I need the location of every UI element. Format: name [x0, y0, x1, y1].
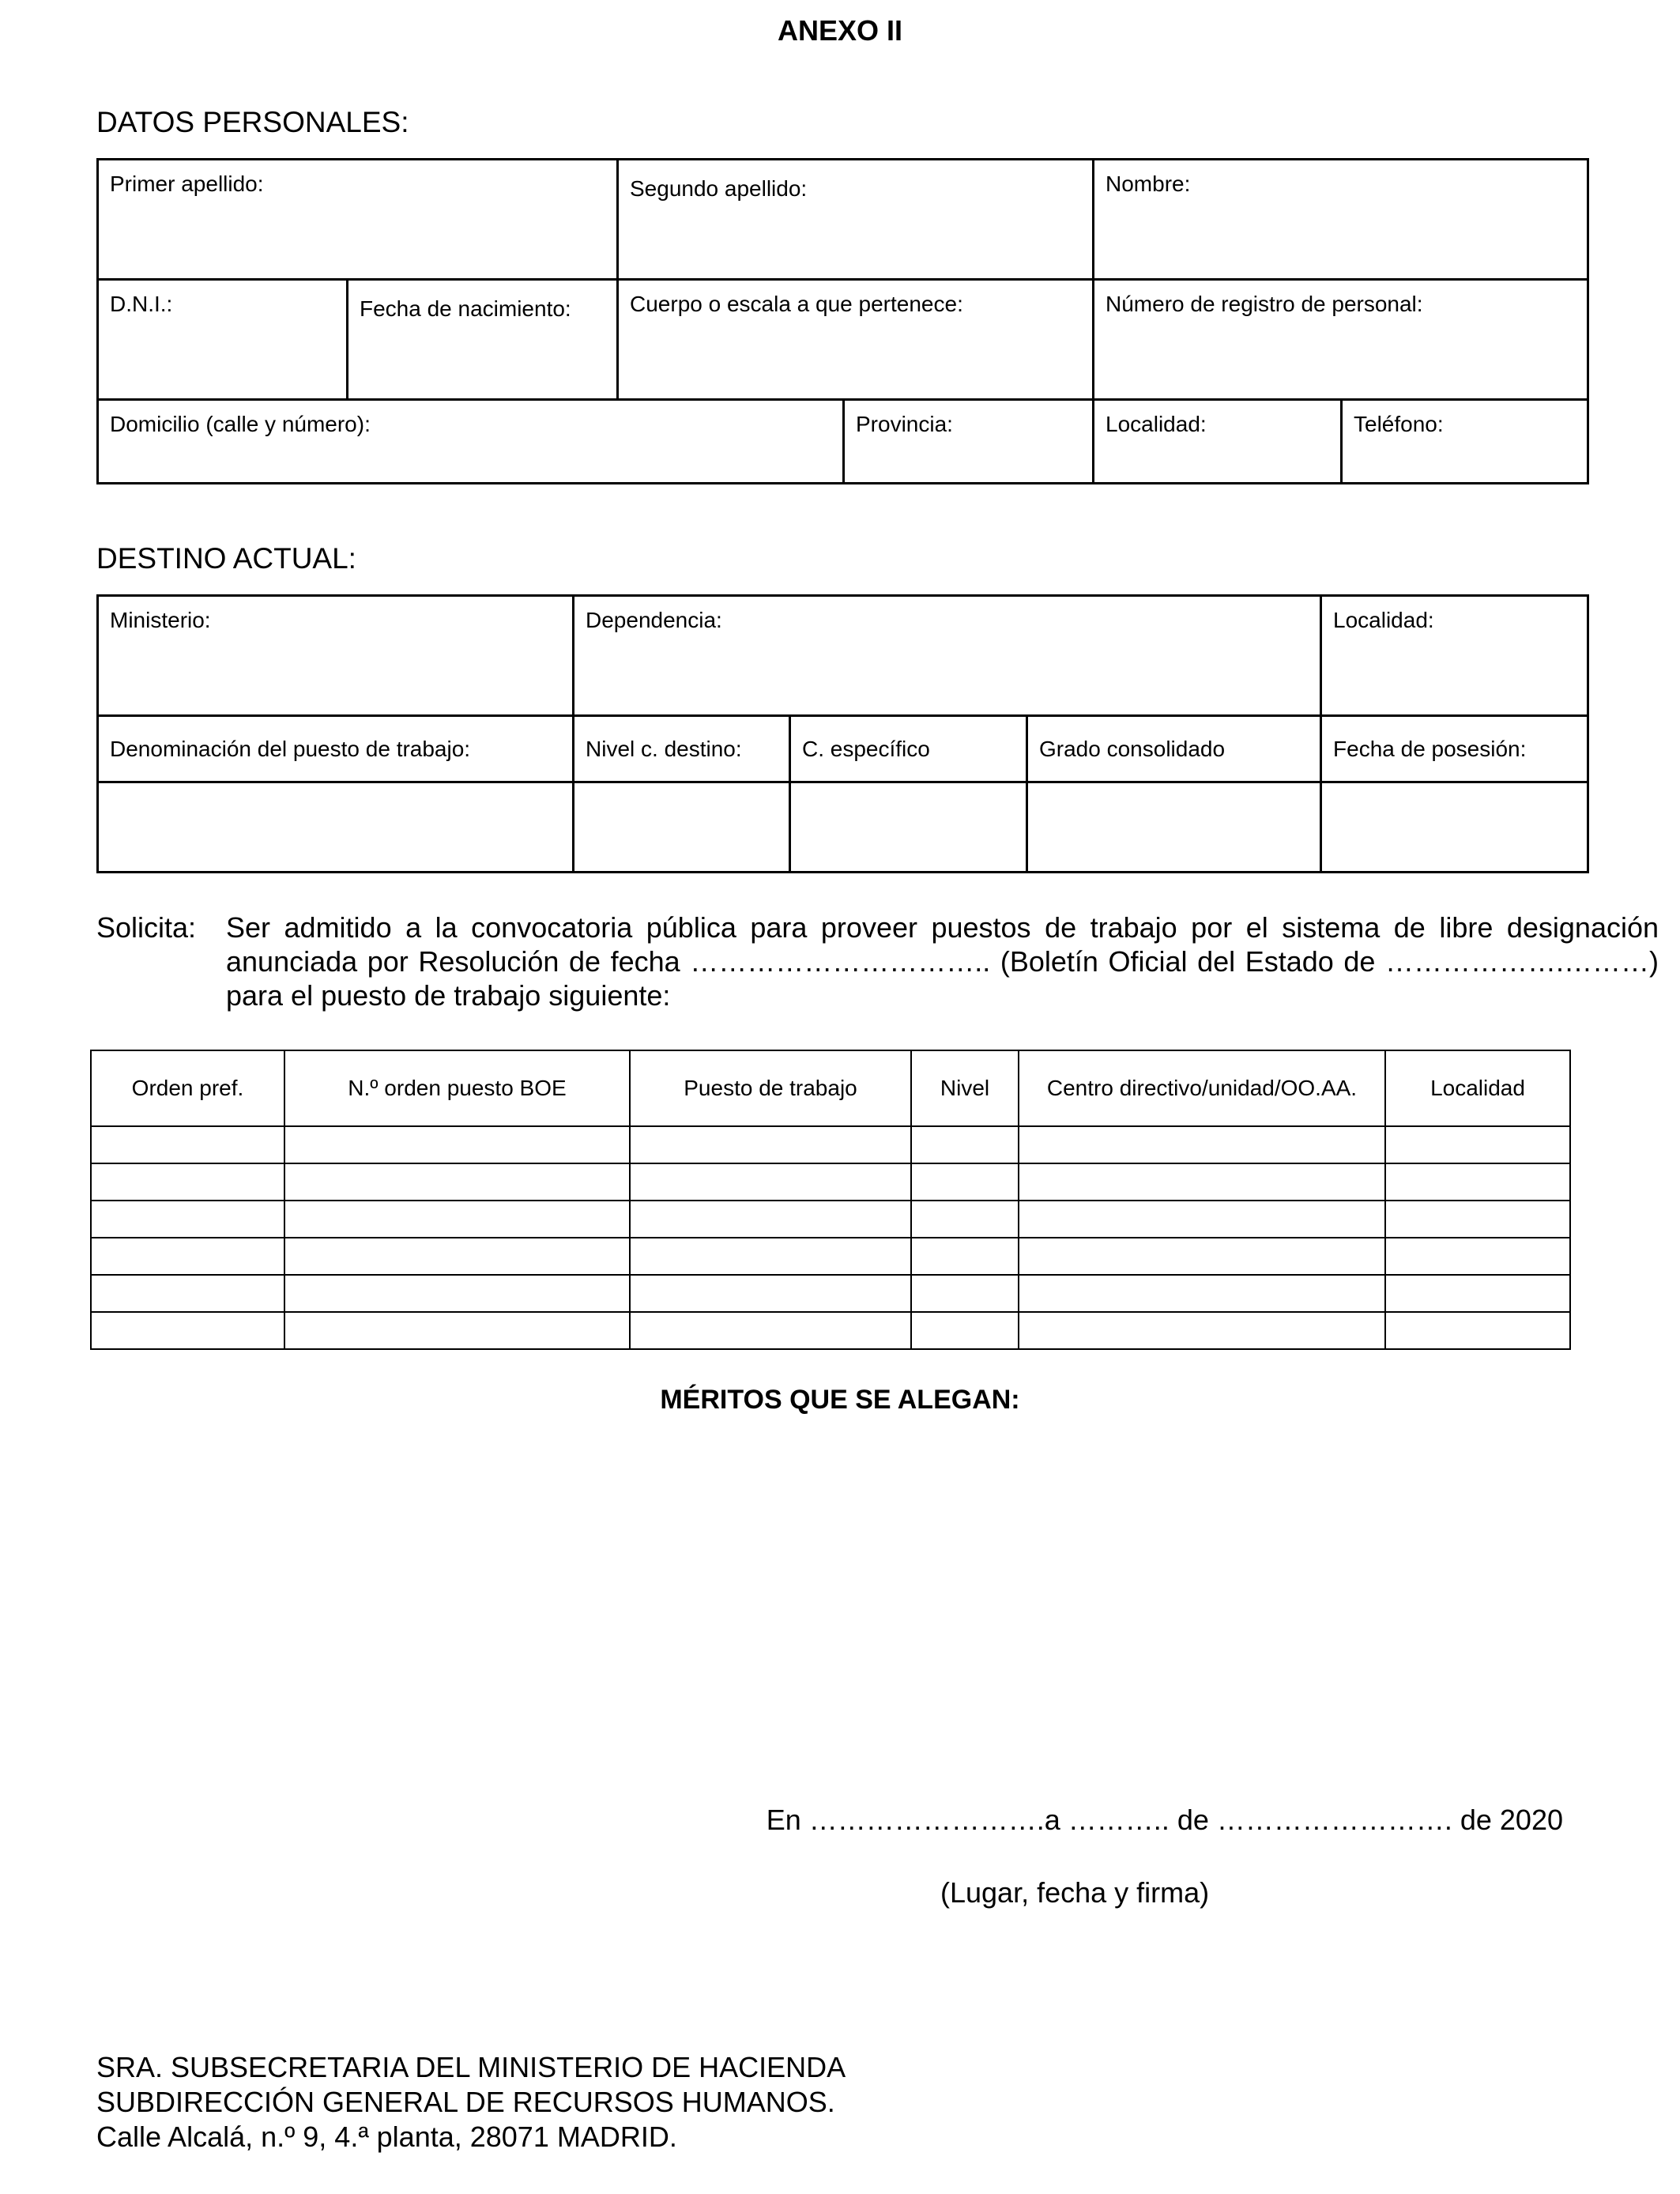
nivel-input[interactable] [574, 782, 790, 873]
table-cell[interactable] [284, 1201, 630, 1238]
datos-personales-form [96, 158, 1589, 484]
grado-label: Grado consolidado [1039, 736, 1226, 761]
ministerio-label: Ministerio: [110, 608, 211, 632]
col-localidad: Localidad [1385, 1050, 1570, 1126]
col-orden-pref: Orden pref. [91, 1050, 284, 1126]
table-cell[interactable] [91, 1163, 284, 1201]
firma-caption: (Lugar, fecha y firma) [940, 1876, 1210, 1909]
table-cell[interactable] [1385, 1201, 1570, 1238]
fecha-posesion-input[interactable] [1321, 782, 1588, 873]
table-cell[interactable] [91, 1238, 284, 1275]
primer-apellido-label: Primer apellido: [110, 172, 264, 196]
destino-actual-heading: DESTINO ACTUAL: [96, 542, 356, 575]
table-cell[interactable] [284, 1163, 630, 1201]
table-cell[interactable] [630, 1312, 911, 1349]
table-cell[interactable] [1019, 1312, 1385, 1349]
table-cell[interactable] [630, 1238, 911, 1275]
table-row [91, 1163, 1570, 1201]
primer-apellido-field[interactable] [98, 160, 618, 280]
grado-header [1027, 716, 1321, 782]
table-cell[interactable] [1385, 1312, 1570, 1349]
table-cell[interactable] [1385, 1275, 1570, 1312]
table-cell[interactable] [630, 1201, 911, 1238]
solicita-text: Ser admitido a la convocatoria pública para proveer puestos de trabajo por el sistema de libre designación anunciada por Resolución de fecha ………………………….. (Boletín Oficial del Estado de ……………….………) para el puesto de trabajo siguiente: [226, 911, 1659, 1012]
table-row [91, 1238, 1570, 1275]
datos-personales-heading: DATOS PERSONALES: [96, 106, 409, 138]
table-row [91, 1126, 1570, 1163]
table-cell[interactable] [1385, 1238, 1570, 1275]
table-cell[interactable] [1019, 1275, 1385, 1312]
solicita-label: Solicita: [96, 911, 197, 944]
meritos-heading: MÉRITOS QUE SE ALEGAN: [660, 1385, 1020, 1415]
telefono-label: Teléfono: [1354, 412, 1444, 436]
destino-localidad-field[interactable] [1321, 596, 1588, 716]
solicita-block [96, 910, 1659, 1021]
fecha-nacimiento-label: Fecha de nacimiento: [360, 296, 571, 321]
table-cell[interactable] [911, 1238, 1019, 1275]
table-cell[interactable] [91, 1312, 284, 1349]
segundo-apellido-label: Segundo apellido: [630, 176, 808, 201]
denominacion-label: Denominación del puesto de trabajo: [110, 736, 471, 761]
table-cell[interactable] [1385, 1163, 1570, 1201]
col-centro: Centro directivo/unidad/OO.AA. [1019, 1050, 1385, 1126]
nombre-field[interactable] [1094, 160, 1588, 280]
grado-input[interactable] [1027, 782, 1321, 873]
dependencia-label: Dependencia: [586, 608, 722, 632]
destino-localidad-label: Localidad: [1333, 608, 1434, 632]
table-row [91, 1312, 1570, 1349]
col-nivel: Nivel [911, 1050, 1019, 1126]
table-cell[interactable] [284, 1238, 630, 1275]
especifico-label: C. específico [802, 736, 930, 761]
table-cell[interactable] [91, 1126, 284, 1163]
destinatario-block [96, 2050, 846, 2154]
table-cell[interactable] [630, 1163, 911, 1201]
especifico-input[interactable] [790, 782, 1027, 873]
telefono-field[interactable] [1342, 400, 1588, 484]
dni-label: D.N.I.: [110, 292, 173, 316]
provincia-field[interactable] [844, 400, 1094, 484]
col-puesto: Puesto de trabajo [630, 1050, 911, 1126]
table-row [91, 1275, 1570, 1312]
nombre-label: Nombre: [1106, 172, 1191, 196]
numero-registro-label: Número de registro de personal: [1106, 292, 1423, 316]
table-cell[interactable] [1385, 1126, 1570, 1163]
provincia-label: Provincia: [856, 412, 953, 436]
page-title: ANEXO II [777, 14, 903, 47]
table-cell[interactable] [911, 1275, 1019, 1312]
cuerpo-escala-label: Cuerpo o escala a que pertenece: [630, 292, 963, 316]
localidad-field[interactable] [1094, 400, 1342, 484]
especifico-header [790, 716, 1027, 782]
domicilio-label: Domicilio (calle y número): [110, 412, 371, 436]
table-cell[interactable] [91, 1201, 284, 1238]
segundo-apellido-field[interactable] [618, 160, 1094, 280]
denominacion-input[interactable] [98, 782, 574, 873]
footer-line-3: Calle Alcalá, n.º 9, 4.ª planta, 28071 MADRID. [96, 2120, 677, 2153]
table-cell[interactable] [284, 1312, 630, 1349]
table-cell[interactable] [630, 1126, 911, 1163]
table-cell[interactable] [911, 1126, 1019, 1163]
numero-registro-field[interactable] [1094, 280, 1588, 400]
destino-actual-form [96, 594, 1589, 873]
col-orden-boe: N.º orden puesto BOE [284, 1050, 630, 1126]
table-cell[interactable] [1019, 1238, 1385, 1275]
table-cell[interactable] [91, 1275, 284, 1312]
dependencia-field[interactable] [574, 596, 1321, 716]
dni-field[interactable] [98, 280, 348, 400]
cuerpo-escala-field[interactable] [618, 280, 1094, 400]
table-cell[interactable] [1019, 1126, 1385, 1163]
ministerio-field[interactable] [98, 596, 574, 716]
footer-line-2: SUBDIRECCIÓN GENERAL DE RECURSOS HUMANOS. [96, 2086, 835, 2118]
table-cell[interactable] [911, 1201, 1019, 1238]
fecha-posesion-label: Fecha de posesión: [1333, 736, 1527, 761]
localidad-label: Localidad: [1106, 412, 1207, 436]
fecha-posesion-header [1321, 716, 1588, 782]
puestos-table [90, 1050, 1571, 1350]
fecha-lugar-line: En …………………….a ……….. de ……………………. de 2020 [766, 1804, 1563, 1836]
table-cell[interactable] [911, 1312, 1019, 1349]
table-cell[interactable] [630, 1275, 911, 1312]
table-cell[interactable] [1019, 1163, 1385, 1201]
puestos-header-row [91, 1050, 1570, 1126]
nivel-header [574, 716, 790, 782]
nivel-label: Nivel c. destino: [586, 736, 742, 761]
domicilio-field[interactable] [98, 400, 844, 484]
denominacion-header [98, 716, 574, 782]
table-cell[interactable] [1019, 1201, 1385, 1238]
table-cell[interactable] [284, 1275, 630, 1312]
table-row [91, 1201, 1570, 1238]
table-cell[interactable] [911, 1163, 1019, 1201]
footer-line-1: SRA. SUBSECRETARIA DEL MINISTERIO DE HACIENDA [96, 2051, 846, 2083]
fecha-nacimiento-field[interactable] [348, 280, 618, 400]
table-cell[interactable] [284, 1126, 630, 1163]
